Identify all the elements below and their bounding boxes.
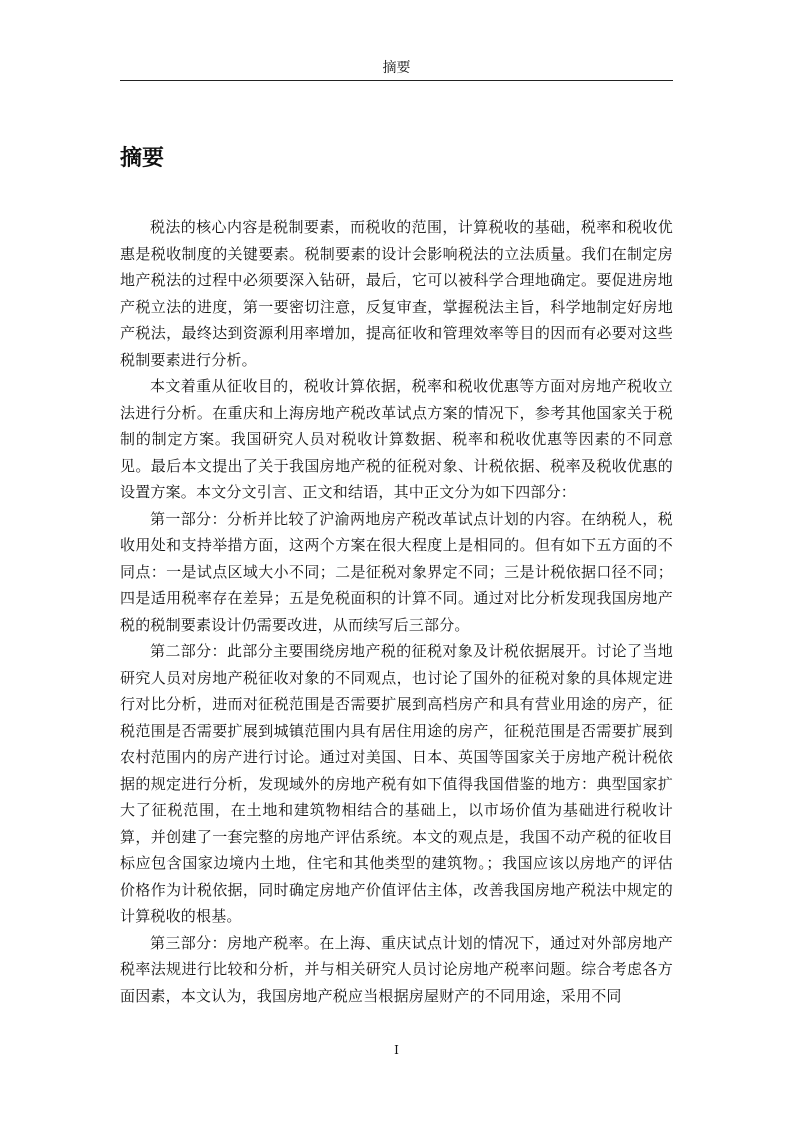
- section-heading: 摘要: [120, 146, 165, 171]
- paragraph: 第二部分：此部分主要围绕房地产税的征税对象及计税依据展开。讨论了当地研究人员对房地产税征收对象的不同观点，也讨论了国外的征税对象的具体规定进行对比分析，进而对征税范围是否需要扩展到高档房产和具有营业用途的房产，征税范围是否需要扩展到城镇范围内具有居住用途的房产，征税范围是否需要扩展到农村范围内的房产进行讨论。通过对美国、日本、英国等国家关于房地产税计税依据的规定进行分析，发现域外的房地产税有如下值得我国借鉴的地方：典型国家扩大了征税范围，在土地和建筑物相结合的基础上，以市场价值为基础进行税收计算，并创建了一套完整的房地产评估系统。本文的观点是，我国不动产税的征收目标应包含国家边境内土地，住宅和其他类型的建筑物。；我国应该以房地产的评估价格作为计税依据，同时确定房地产价值评估主体，改善我国房地产税法中规定的计算税收的根基。: [120, 642, 673, 925]
- page-number: I: [394, 1043, 399, 1057]
- running-header-title: 摘要: [382, 60, 411, 76]
- running-header: [120, 58, 673, 81]
- paragraph: 第三部分：房地产税率。在上海、重庆试点计划的情况下，通过对外部房地产税率法规进行比较和分析，并与相关研究人员讨论房地产税率问题。综合考虑各方面因素，本文认为，我国房地产税应当根据房屋财产的不同用途，采用不同: [120, 933, 673, 1005]
- paragraph: 本文着重从征收目的，税收计算依据，税率和税收优惠等方面对房地产税收立法进行分析。在重庆和上海房地产税改革试点方案的情况下，参考其他国家关于税制的制定方案。我国研究人员对税收计算数据、税率和税收优惠等因素的不同意见。最后本文提出了关于我国房地产税的征税对象、计税依据、税率及税收优惠的设置方案。本文分文引言、正文和结语，其中正文分为如下四部分：: [120, 377, 673, 501]
- paragraph: 税法的核心内容是税制要素，而税收的范围，计算税收的基础，税率和税收优惠是税收制度的关键要素。税制要素的设计会影响税法的立法质量。我们在制定房地产税法的过程中必须要深入钻研，最后，它可以被科学合理地确定。要促进房地产税立法的进度，第一要密切注意，反复审查，掌握税法主旨，科学地制定好房地产税法，最终达到资源利用率增加，提高征收和管理效率等目的因而有必要对这些税制要素进行分析。: [120, 218, 673, 369]
- abstract-body: [120, 214, 673, 1009]
- paragraph: 第一部分：分析并比较了沪渝两地房产税改革试点计划的内容。在纳税人，税收用处和支持举措方面，这两个方案在很大程度上是相同的。但有如下五方面的不同点：一是试点区域大小不同；二是征税对象界定不同；三是计税依据口径不同； 四是适用税率存在差异；五是免税面积的计算不同。通过对比分析发现我国房地产税的税制要素设计仍需要改进，从而续写后三部分。: [120, 509, 673, 634]
